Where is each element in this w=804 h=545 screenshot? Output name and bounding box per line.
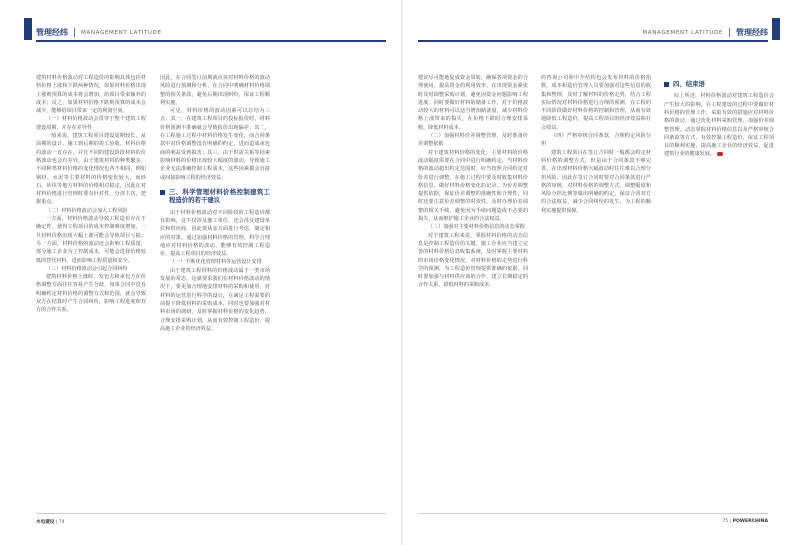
- subheading: （三）加强对主要材料价格信息的动态掌握: [428, 224, 525, 231]
- section-heading-4: [664, 80, 774, 88]
- subheading: （四）严格审核合同条款，合理约定风险分担: [541, 133, 651, 148]
- paragraph: 的咨询公司和中介结构也会发布材料的价格指数，成本和造价管理人员要加强对这些信息的收集和整理，及时了解材料的价格走势，结合工程实际情况对材料价格进行合理的预测，在工程的不同阶段做好材料价格的控制和管理，从而有效地降低工程造价，提高工程项目的经济效益和社会效益。: [541, 75, 651, 131]
- header-right: [418, 22, 768, 40]
- paragraph: 一般来说，建筑工程项目建设周期较长，从前期的设计、施工到后期的竣工验收，材料价格的波动一直存在，并且不同的建设阶段材料的价格波动也会有差异。由于建筑材料的种类繁多，不同种类材料价格的变化情况也各不相同，例如钢材、水泥等主要材料的价格变化较大，而砂石、砖块等地方材料的价格相对稳定，因此在对材料价格进行管理时要有针对性，分清主次，把握重点。: [36, 133, 146, 206]
- text-column-3: [418, 74, 528, 290]
- header-right-subtitle: MANAGEMENT LATITUDE: [642, 29, 723, 36]
- section-heading-3: [160, 188, 270, 205]
- paragraph: 由于建筑工程材料的价格波动属于一类市场发展的常态，这就要求我们在材料价格波动的情况下，要更加合理地安排材料的采购和使用，对材料的运营进行科学的设计，在满足工程需要的前提下降低材料的采购成本，同时也要加强对材料市场的调研，及时掌握材料价格的变化趋势，合理安排采购计划，从而有效控制工程造价，提高施工企业的经济效益。: [160, 267, 270, 332]
- paragraph: 一方面，材料价格波动导致工程造价存在不确定性，使得工程项目的成本控制难度增加，一旦材料价格出现大幅上涨可能会导致项目亏损；另一方面，材料价格的波动还会影响工程质量，部分施工企业为了控制成本，可能会选择价格较低的替代材料，进而影响工程质量和安全。: [36, 216, 146, 264]
- text-column-5: [664, 74, 774, 159]
- subheading: （一）不断优化管理材料等运营设计安排: [170, 259, 262, 266]
- footer-left-brand: 水电建设: [36, 520, 55, 525]
- paragraph: 建筑工程项目在签订合同时一般都会约定材料价格的调整方式，但是由于合同条款不够完善，在出现材料价格大幅波动时往往难以合理分担风险。因此在签订合同时要对合同条款进行严格的审核，对材料价格的调整方式、调整幅度和风险分担比例等做出明确的约定，保证合同双方的合法权益，减少合同纠纷的发生，为工程的顺利实施提供保障。: [541, 149, 651, 214]
- header-accent-mark-right: [772, 18, 780, 40]
- footer-rule-right: [418, 513, 768, 514]
- header-left: [36, 22, 386, 40]
- header-divider: [74, 28, 75, 37]
- footer-left: [36, 519, 65, 525]
- header-left-title: 管理经纬: [36, 28, 68, 37]
- header-left-subtitle: MANAGEMENT LATITUDE: [81, 29, 162, 36]
- header-accent-mark-left: [24, 18, 32, 40]
- header-divider: [729, 28, 730, 37]
- subheading: （一）材料价格波动会贯穿于整个建筑工程建设周期，并存在差异性: [36, 116, 146, 131]
- paragraph: [664, 92, 774, 158]
- end-mark-icon: [717, 152, 723, 156]
- subheading: （三）材料价格波动会引起合同纠纷: [46, 265, 128, 272]
- paragraph: 建筑材料价格上涨时，发包方和承包方在价格调整方面往往容易产生分歧，如果合同中没有明确约定材料价格的调整方式和范围，就会导致双方在结算时产生合同纠纷，影响工程进度和双方的合作关系。: [36, 274, 146, 314]
- page-gutter: [401, 0, 403, 545]
- header-right-title: 管理经纬: [736, 28, 768, 37]
- paragraph-text: 综上所述，材料价格波动对建筑工程造价会产生较大的影响，在工程建设的过程中要做好材料价格的管理工作，采取有效的措施应对材料价格的波动，通过优化材料采购管理、加强价差调整管理、动态掌握材料价格信息以及严格审核合同条款等方式，有效控制工程造价，保证工程项目的顺利实施，提高施工企业的经济效益，促进建筑行业的健康发展。: [664, 93, 774, 158]
- paragraph: 建议尽可能地促成资金周转，确保各项资金的合理使用，提高资金的利用效率，在出现资金紧张时及时调整采购计划，避免因资金问题影响工程进度。同时要做好材料的储备工作，对于价格波动较大的材料可以适当增加储备量，减少材料价格上涨带来的损失，在价格下跌时合理安排采购，降低材料成本。: [418, 75, 528, 131]
- footer-right: [722, 519, 768, 524]
- section-heading-text: 三、科学管理材料价格控制建筑工程造价的若干建议: [169, 187, 270, 205]
- subheading: （二）加强材料价差调整管理，及时准备价差调整依据: [418, 133, 528, 148]
- paragraph: 因此，在合同签订前期就应该对材料价格的波动风险进行预测和分析，在合同中明确材料价格调整的相关条款，避免后期出现纠纷，保证工程顺利实施。: [160, 75, 270, 106]
- text-column-2: [160, 74, 270, 333]
- footer-right-brand: POWERCHINA: [732, 519, 768, 524]
- paragraph: 建筑材料价格波动对工程造价的影响具体包括材料价格上涨和下跌两种情况，如果材料价格出现上涨则预算的成本将会增加，给项目带来额外的成本；反之，如果材料价格下跌则预算的成本会减少，能够给项目带来一定的利润空间。: [36, 75, 146, 115]
- text-column-1: [36, 74, 146, 315]
- header-rule-right: [418, 40, 768, 42]
- section-heading-text: 四、结束语: [673, 80, 705, 88]
- footer-left-page-number: | 74: [55, 520, 65, 525]
- header-rule-left: [36, 40, 386, 42]
- section-bullet-icon: [664, 82, 669, 87]
- footer-right-page-number: 75 |: [722, 519, 732, 524]
- paragraph: 可见，材料价格的波动因素可以总结为三点：其一，在建筑工程项目的投标报价时，材料价格预测不准确就会导致报价出现偏差；其二，在工程施工过程中材料价格发生变化，而合同条款中对价格调整没有明确的约定，进而造成承包商的利益受到损害；其三，由于供需关系等因素影响材料的价格出现较大幅度的波动，导致施工企业无法准确控制工程成本，这些因素都会直接或间接影响工程的经济效益。: [160, 108, 270, 181]
- text-column-4: [541, 74, 651, 215]
- footer-rule-left: [36, 513, 386, 514]
- paragraph: 由于材料价格波动对不同阶段的工程造价都有影响，这不仅涉及施工单位，还会涉及建设单位和供应商，因此要从多方面进行考虑，制定相应的对策。通过加强材料价格的管理，科学合理地应对材料价格的波动，能够有效控制工程造价，提高工程项目的经济效益。: [160, 209, 270, 258]
- paragraph: 对于建筑材料价格的变化，主要材料的价格波动幅度需要在合同中进行明确约定，当材料价格的波动超出约定范围时，应当按照合同约定对价差进行调整。在施工过程中要及时收集材料价格信息，做好材料价格变化的记录，为价差调整提供依据，保证价差调整的准确性和合理性。同时还要注意价差调整的时效性，及时办理价差调整的相关手续，避免因为手续问题造成不必要的损失，从而维护施工企业的合法权益。: [418, 149, 528, 223]
- paragraph: 对于建筑工程来说，掌握材料价格的动态信息是控制工程造价的关键，施工企业应当建立完善的材料价格信息收集系统，及时掌握主要材料的市场价格变化情况，对材料价格的走势进行科学的预测，为工程造价管理提供准确的依据。同时要加强与材料供应商的合作，建立长期稳定的合作关系，降低材料的采购成本。: [418, 232, 528, 289]
- subheading: （二）材料价格波动会加大工程风险: [46, 207, 128, 214]
- section-bullet-icon: [160, 190, 165, 195]
